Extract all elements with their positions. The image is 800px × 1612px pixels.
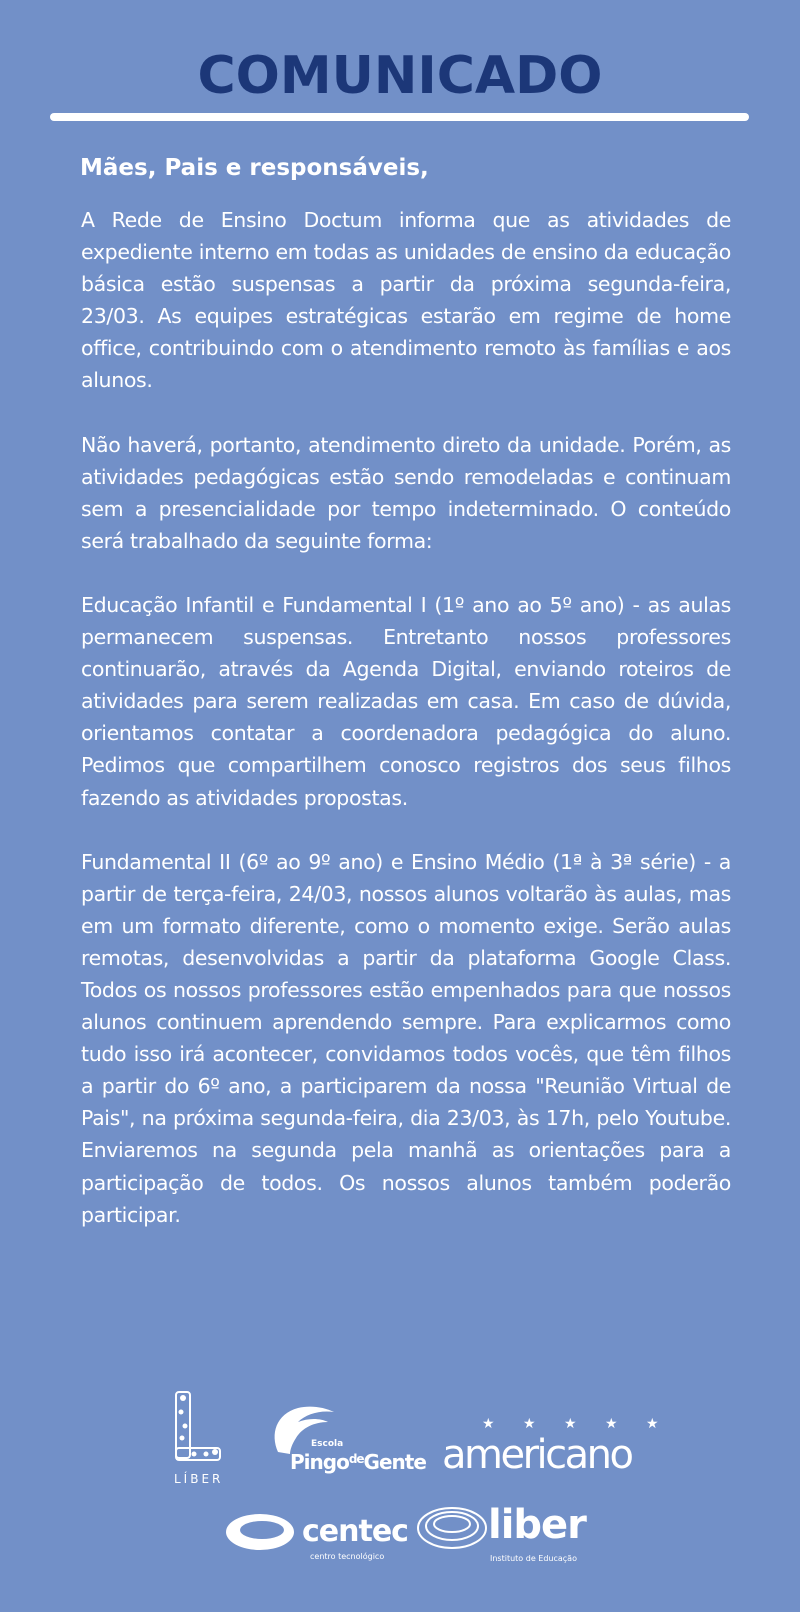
- title-divider: [50, 113, 749, 121]
- greeting: Mães, Pais e responsáveis,: [80, 155, 429, 181]
- centec-wordmark: centec: [302, 1514, 408, 1549]
- centec-subtitle: centro tecnológico: [310, 1552, 385, 1561]
- liber-l-mark-icon: [168, 1390, 228, 1472]
- liber-subtitle: Instituto de Educação: [490, 1554, 577, 1563]
- paragraph-infantil: Educação Infantil e Fundamental I (1º ano ao 5º ano) - as aulas permanecem suspensas. Entretanto nossos professores continuarão, através da Agenda Digital, enviando roteiros de atividades para serem realizadas em casa. Em caso de dúvida, orientamos contatar a coordenadora pedagógica do aluno. Pedimos que compartilhem conosco registros dos seus filhos fazendo as atividades propostas.: [81, 592, 731, 810]
- paragraph-no-attendance: Não haverá, portanto, atendimento direto da unidade. Porém, as atividades pedagógicas estão sendo remodeladas e continuam sem a presencialidade por tempo indeterminado. O conteúdo será trabalhado da seguinte forma:: [81, 432, 731, 553]
- pingo-de-gente-logo: [268, 1404, 428, 1480]
- americano-stars: ★ ★ ★ ★ ★: [482, 1416, 671, 1432]
- paragraph-intro: A Rede de Ensino Doctum informa que as atividades de expediente interno em todas as unidades de ensino da educação básica estão suspensas a partir da próxima segunda-feira, 23/03. As equipes estratégicas estarão em regime de home office, contribuindo com o atendimento remoto às famílias e aos alunos.: [81, 208, 731, 393]
- americano-wordmark: americano: [442, 1432, 632, 1478]
- centec-ring-icon: [224, 1510, 296, 1554]
- americano-logo: [442, 1408, 671, 1478]
- centec-logo: [224, 1510, 408, 1570]
- pingo-school-label: Escola: [311, 1439, 344, 1449]
- notice-body: [81, 204, 731, 1263]
- liber-rings-icon: [416, 1504, 488, 1554]
- pingo-wordmark: Pingo$^{de}$Gente: [290, 1450, 426, 1474]
- paragraph-fundamental-ii: Fundamental II (6º ao 9º ano) e Ensino Médio (1ª à 3ª série) - a partir de terça-feira, 24/03, nossos alunos voltarão às aulas, mas em um formato diferente, como o momento exige. Serão aulas remotas, desenvolvidas a partir da plataforma Google Class. Todos os nossos professores estão empenhados para que nossos alunos continuem aprendendo sempre. Para explicarmos como tudo isso irá acontecer, convidamos todos vocês, que têm filhos a partir do 6º ano, a participarem da nossa "Reunião Virtual de Pais", na próxima segunda-feira, dia 23/03, às 17h, pelo Youtube. Enviaremos na segunda pela manhã as orientações para a participação de todos. Os nossos alunos também poderão participar.: [81, 849, 731, 1227]
- liber-instituto-logo: [416, 1502, 586, 1572]
- page-title: COMUNICADO: [197, 46, 603, 106]
- liber-wordmark: liber: [488, 1502, 586, 1548]
- liber-l-wordmark: LÍBER: [174, 1472, 224, 1486]
- logos-footer: [0, 1380, 800, 1600]
- liber-l-logo: [168, 1390, 228, 1490]
